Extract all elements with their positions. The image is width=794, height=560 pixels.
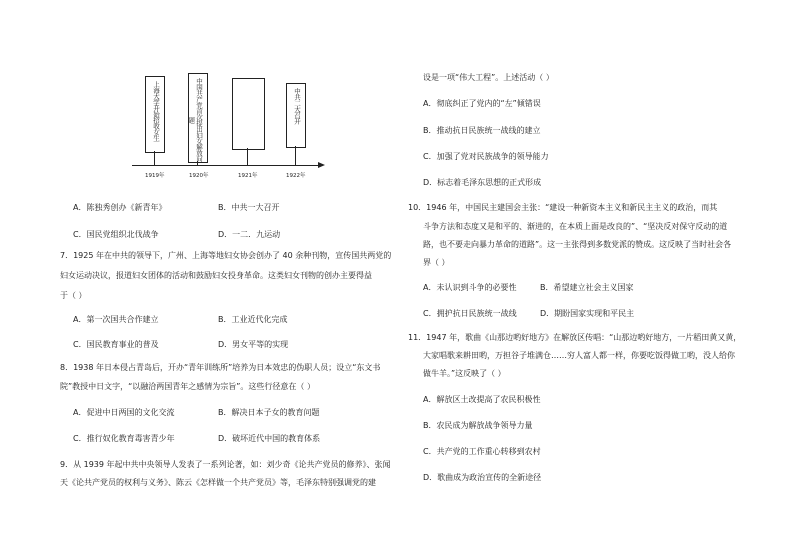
timeline-tick-1922 <box>295 146 296 165</box>
q10-stem-line-1: 10．1946 年，中国民主建国会主张：“建设一种新资本主义和新民主主义的政治，而其 <box>408 203 718 212</box>
timeline-arrow <box>318 162 325 168</box>
q11-option-a: A．解放区土改提高了农民积极性 <box>423 395 541 404</box>
timeline-tick-1920 <box>197 161 198 165</box>
q7-option-a: A．第一次国共合作建立 <box>73 315 159 324</box>
timeline-year-1919: 1919年 <box>145 173 165 179</box>
q7-option-c: C．国民教育事业的普及 <box>73 340 159 349</box>
timeline-box-4 <box>286 83 306 148</box>
q11-option-d: D．歌曲成为政治宣传的全新途径 <box>423 473 542 482</box>
q8-stem-line-1: 8．1938 年日本侵占青岛后，开办“青年训练所”培养为日本效忠的伪职人员；设立“东文书 <box>60 363 381 372</box>
q7-option-d: D．男女平等的实现 <box>218 340 289 349</box>
q10-stem-line-2: 斗争方法和态度又是和平的、渐进的，在本质上面是改良的”、“坚决反对保守反动的道 <box>423 222 728 231</box>
q8-option-c: C．推行奴化教育毒害青少年 <box>73 434 175 443</box>
q8-option-a: A．促进中日两国的文化交流 <box>73 408 175 417</box>
q7-stem-line-1: 7．1925 年在中共的领导下，广州、上海等地妇女协会创办了 40 余种刊物，宣传国共两党的 <box>60 251 392 260</box>
q7-option-b: B．工业近代化完成 <box>218 315 288 324</box>
timeline-box-3 <box>232 78 265 150</box>
timeline-box-2-text: 中国共产党首次提出妇女解放问题 <box>187 78 203 162</box>
timeline-box-1-text: 上海大学开始招收女生 <box>152 81 160 141</box>
timeline-box-4-text: 中共二大召开 <box>293 88 301 124</box>
q10-stem-line-4: 界（ ） <box>423 258 450 267</box>
timeline-box-2 <box>188 73 208 163</box>
q6-option-a: A．陈独秀创办《新青年》 <box>73 203 167 212</box>
q10-option-c: C．拥护抗日民族统一战线 <box>423 309 517 318</box>
q9-option-d: D．标志着毛泽东思想的正式形成 <box>423 178 542 187</box>
q6-option-d: D．一二．九运动 <box>218 230 281 239</box>
timeline-tick-1921 <box>247 148 248 165</box>
timeline-year-1921: 1921年 <box>238 173 258 179</box>
q11-stem-line-2: 大家唱歌来耕田哟，万担谷子堆满仓……穷人富人都一样，你要吃饭得做工哟，没人给你 <box>423 351 735 360</box>
timeline-year-1920: 1920年 <box>189 173 209 179</box>
timeline-year-1922: 1922年 <box>286 173 306 179</box>
q10-option-b: B．希望建立社会主义国家 <box>540 283 634 292</box>
q9-option-c: C．加强了党对民族战争的领导能力 <box>423 152 549 161</box>
q7-stem-line-3: 于（ ） <box>60 291 87 300</box>
q11-stem-line-1: 11．1947 年，歌曲《山那边哟好地方》在解放区传唱：“山那边哟好地方，一片稻田黄又黄， <box>408 333 742 342</box>
q9-stem-line-1: 9．从 1939 年起中共中央领导人发表了一系列论著，如：刘少奇《论共产党员的修养》、张闻 <box>60 460 391 469</box>
q8-option-b: B．解决日本子女的教育问题 <box>218 408 320 417</box>
q11-stem-line-3: 做牛羊。”这反映了（ ） <box>423 369 506 378</box>
timeline-tick-1919 <box>154 151 155 165</box>
q6-option-c: C．国民党组织北伐战争 <box>73 230 159 239</box>
q9-stem-line-2: 天《论共产党员的权利与义务》、陈云《怎样做一个共产党员》等，毛泽东特别强调党的建 <box>60 478 376 487</box>
q11-option-c: C．共产党的工作重心转移到农村 <box>423 447 541 456</box>
q10-option-a: A．未认识到斗争的必要性 <box>423 283 517 292</box>
q10-option-d: D．期盼国家实现和平民主 <box>540 309 635 318</box>
q10-stem-line-3: 路，也不要走向暴力革命的道路”。这一主张得到多数党派的赞成。这反映了当时社会各 <box>423 240 732 249</box>
q8-option-d: D．破坏近代中国的教育体系 <box>218 434 321 443</box>
q11-option-b: B．农民成为解放战争领导力量 <box>423 421 533 430</box>
timeline-box-1 <box>145 76 165 153</box>
timeline-axis <box>132 165 318 166</box>
q8-stem-line-2: 院”教授中日文字，“以融洽两国青年之感情为宗旨”。这些行径意在（ ） <box>60 382 315 391</box>
q9-option-a: A．彻底纠正了党内的“左”倾错误 <box>423 99 541 108</box>
q7-stem-line-2: 妇女运动决议，报道妇女团体的活动和鼓励妇女投身革命。这类妇女刊物的创办主要得益 <box>60 271 372 280</box>
q9-stem-line-3: 设是一项“伟大工程”。上述活动（ ） <box>423 73 554 82</box>
q6-option-b: B．中共一大召开 <box>218 203 280 212</box>
q9-option-b: B．推动抗日民族统一战线的建立 <box>423 126 541 135</box>
